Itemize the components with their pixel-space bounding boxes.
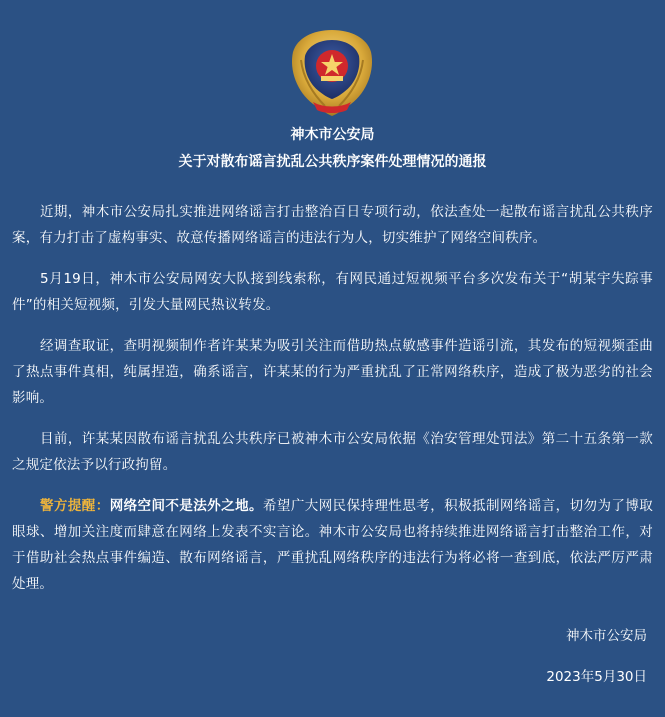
paragraph-1: 近期，神木市公安局扎实推进网络谣言打击整治百日专项行动，依法查处一起散布谣言扰乱公共秩序案，有力打击了虚构事实、故意传播网络谣言的违法行为人，切实维护了网络空间秩序。 — [12, 204, 653, 246]
signature-date: 2023年5月30日 — [546, 669, 647, 685]
paragraph-2: 5月19日，神木市公安局网安大队接到线索称，有网民通过短视频平台多次发布关于“胡某宇失踪事件”的相关短视频，引发大量网民热议转发。 — [12, 271, 653, 313]
police-emblem-icon — [283, 26, 381, 118]
warning-label: 警方提醒： — [40, 498, 110, 514]
warning-text: 希望广大网民保持理性思考，积极抵制网络谣言，切勿为了博取眼球、增加关注度而肆意在网络上发表不实言论。神木市公安局也将持续推进网络谣言打击整治工作，对于借助社会热点事件编造、散布网络谣言，严重扰乱网络秩序的违法行为将必将一查到底，依法严厉严肃处理。 — [12, 498, 653, 592]
paragraph-4: 目前，许某某因散布谣言扰乱公共秩序已被神木市公安局依据《治安管理处罚法》第二十五条第一款之规定依法予以行政拘留。 — [12, 431, 653, 473]
paragraph-3: 经调查取证，查明视频制作者许某某为吸引关注而借助热点敏感事件造谣引流，其发布的短视频歪曲了热点事件真相，纯属捏造，确系谣言，许某某的行为严重扰乱了正常网络秩序，造成了极为恶劣的社会影响。 — [12, 338, 653, 406]
notice-title: 关于对散布谣言扰乱公共秩序案件处理情况的通报 — [178, 154, 487, 170]
warning-paragraph — [12, 493, 653, 597]
signature: 神木市公安局 — [566, 628, 647, 644]
warning-key-sentence: 网络空间不是法外之地。 — [109, 498, 263, 514]
notice-body — [12, 199, 653, 612]
organization-title: 神木市公安局 — [290, 127, 375, 143]
